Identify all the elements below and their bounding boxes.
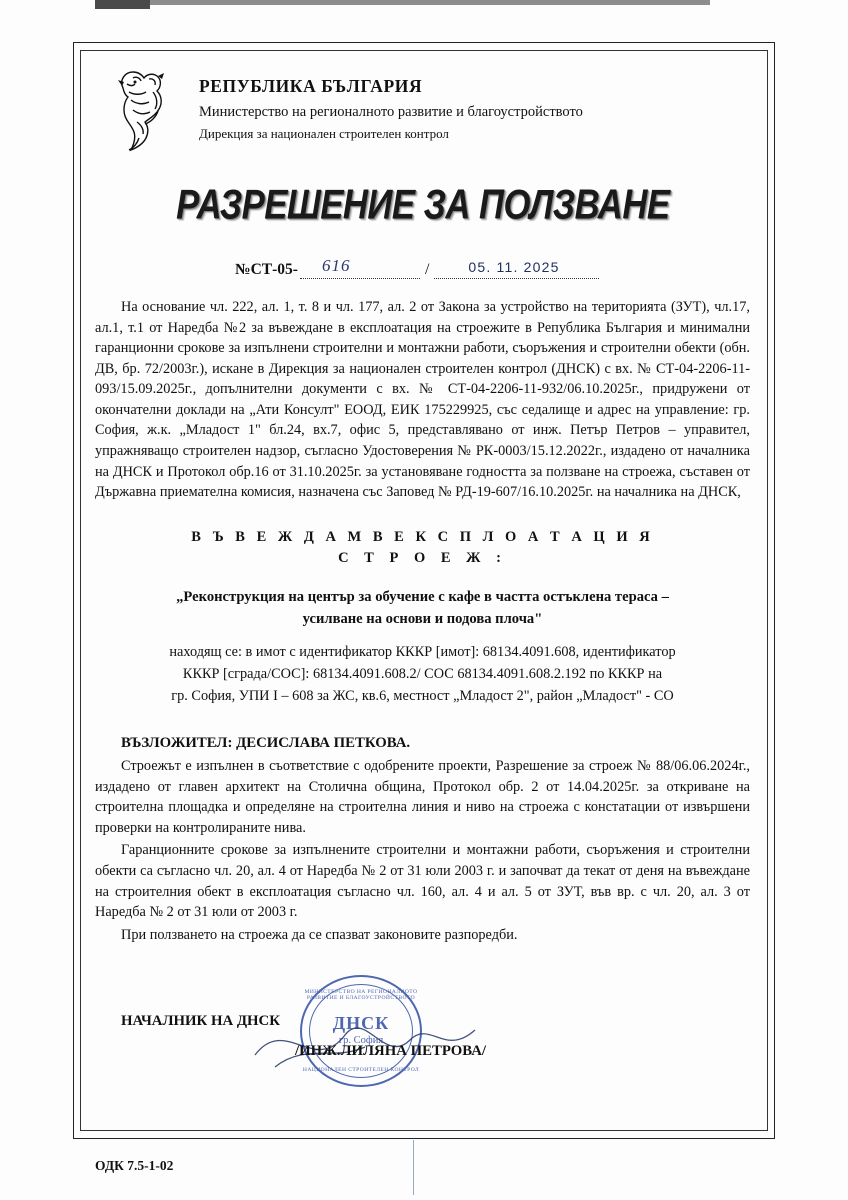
document-content [95,62,750,1074]
object-location-line3: гр. София, УПИ I – 608 за ЖС, кв.6, местност „Младост 2", район „Младост" - СО [171,687,674,704]
number-date-separator: / [424,261,430,278]
page-title: РАЗРЕШЕНИЕ ЗА ПОЛЗВАНЕ [175,181,670,229]
paragraph-warranty-terms: Гаранционните срокове за изпълнените строителни и монтажни работи, съоръжения и строителни обекти са съгласно чл. 20, ал. 4 от Наредба № 2 от 31 юли 2003 г. и започват да текат от деня на въвеждане на строителния обект в експлоатация съгласно чл. 160, ал. 4 и ал. 5 от ЗУТ, във вр. с чл. 20, ал. 3 от Наредба № 2 от 31 юли от 2003 г. [95,842,750,921]
stamp-main-text: ДНСК [332,1013,390,1034]
official-round-stamp [300,975,422,1087]
tail-paragraphs [95,756,750,945]
stamp-arc-bottom-text: НАЦИОНАЛЕН СТРОИТЕЛЕН КОНТРОЛ [302,1067,420,1074]
object-location-line2: КККР [сграда/СОС]: 68134.4091.608.2/ СОС 68134.4091.608.2.192 по КККР на [182,665,663,682]
header-text-block [199,62,583,142]
directorate-name: Дирекция за национален строителен контрол [199,126,449,141]
ministry-name: Министерство на регионалното развитие и благоустройството [199,104,583,120]
scan-artifact-dark [95,0,150,9]
document-number-label: №СТ-05- [235,261,298,278]
scan-artifact-gray [150,0,710,5]
chief-title-label: НАЧАЛНИК НА ДНСК [121,1013,280,1030]
document-title-wrap [95,181,750,229]
bulgarian-coat-of-arms-lion-icon [109,62,181,160]
object-name-line1: „Реконструкция на център за обучение с кафе в частта остъклена тераса – [176,588,669,605]
commission-heading-line1: В Ъ В Е Ж Д А М В Е К С П Л О А Т А Ц И Я [191,528,654,545]
chief-name: /ИНЖ.ЛИЛЯНА ПЕТРОВА/ [295,1043,487,1060]
assignor-line: ВЪЗЛОЖИТЕЛ: ДЕСИСЛАВА ПЕТКОВА. [121,735,411,752]
country-title: РЕПУБЛИКА БЪЛГАРИЯ [199,76,423,96]
commission-heading [95,529,750,567]
stamp-arc-top-text: МИНИСТЕРСТВО НА РЕГИОНАЛНОТО РАЗВИТИЕ И БЛАГОУСТРОЙСТВОТО [304,989,418,1002]
paragraph-construction-compliance: Строежът е изпълнен в съответствие с одобрените проекти, Разрешение за строеж № 88/06.06.2024г., издадено от главен архитект на Столична община, Протокол обр. 2 от 14.04.2025г. за откриване на строителна площадка и определяне на строителна линия и ниво на строежа с констатации от извършени проверки на контролираните нива. [95,758,750,836]
document-number-field[interactable] [300,256,420,279]
legal-basis-paragraph [95,297,750,503]
object-location [95,641,750,707]
commission-heading-line2: С Т Р О Е Ж : [338,549,507,566]
document-date-field[interactable] [434,261,599,279]
object-location-line1: находящ се: в имот с идентификатор КККР [имот]: 68134.4091.608, идентификатор [169,643,676,660]
stamp-center-text [302,1013,420,1046]
paragraph-legal-basis: На основание чл. 222, ал. 1, т. 8 и чл. 177, ал. 2 от Закона за устройство на територията (ЗУТ), чл.17, ал.1, т.1 от Наредба №2 за въвеждане в експлоатация на строежите в Република България и минимални гаранционни срокове за изпълнени строителни и монтажни работи, съоръжения и строителни обекти (обн. ДВ, бр. 72/2003г.), искане в Дирекция за национален строителен контрол (ДНСК) с вх. № СТ-04-2206-11-093/15.09.2025г., допълнителни документи с вх. № СТ-04-2206-11-932/06.10.2025г., придружени от окончателни доклади на „Ати Консулт" ЕООД, ЕИК 175229925, със седалище и адрес на управление: гр. София, ж.к. „Младост 1" бл.24, вх.7, офис 5, представлявано от инж. Петър Петров – управител, упражняващо строителен надзор, съгласно Удостоверения № РК-0003/15.12.2022г., издадено от началника на ДНСК и Протокол обр.16 от 31.10.2025г. за установяване годността за ползване на строежа, съставен от Държавна приемателна комисия, назначена със Заповед № РД-19-607/16.10.2025г. на началника на ДНСК, [95,299,750,501]
object-name [95,587,750,631]
document-header [95,62,750,160]
object-name-line2: усилване на основи и подова плоча" [302,610,543,627]
paragraph-legal-compliance: При ползването на строежа да се спазват законовите разпоредби. [121,926,518,943]
scan-fold-line [413,1140,414,1195]
stamp-city-text: гр. София [338,1035,384,1047]
document-date-value: 05. 11. 2025 [468,259,560,275]
document-number-line [95,256,750,279]
form-code: ОДК 7.5-1-02 [95,1158,174,1173]
signature-area [95,975,750,1074]
document-number-value: 616 [321,256,351,275]
